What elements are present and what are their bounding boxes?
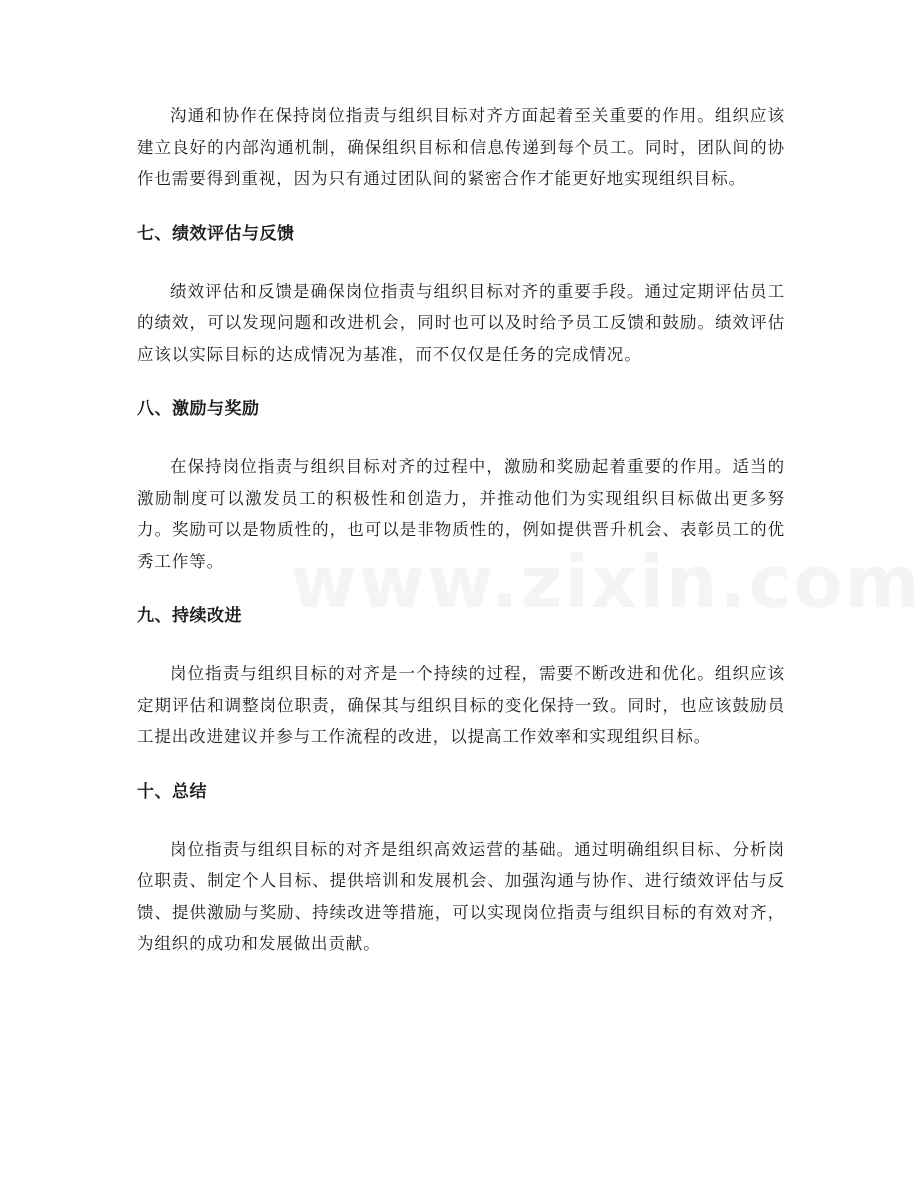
paragraph-summary: 岗位指责与组织目标的对齐是组织高效运营的基础。通过明确组织目标、分析岗位职责、制定个人目标、提供培训和发展机会、加强沟通与协作、进行绩效评估与反馈、提供激励与奖励、持续改进等措施，可以实现岗位指责与组织目标的有效对齐，为组织的成功和发展做出贡献。: [137, 839, 785, 953]
paragraph-communication: 沟通和协作在保持岗位指责与组织目标对齐方面起着至关重要的作用。组织应该建立良好的内部沟通机制，确保组织目标和信息传递到每个员工。同时，团队间的协作也需要得到重视，因为只有通过团队间的紧密合作才能更好地实现组织目标。: [137, 106, 785, 188]
paragraph-performance-evaluation: 绩效评估和反馈是确保岗位指责与组织目标对齐的重要手段。通过定期评估员工的绩效，可以发现问题和改进机会，同时也可以及时给予员工反馈和鼓励。绩效评估应该以实际目标的达成情况为基准，而不仅仅是任务的完成情况。: [137, 281, 785, 364]
document-body: [137, 100, 785, 960]
heading-continuous-improvement: 九、持续改进: [137, 606, 242, 626]
paragraph-incentives-rewards: 在保持岗位指责与组织目标对齐的过程中，激励和奖励起着重要的作用。适当的激励制度可以激发员工的积极性和创造力，并推动他们为实现组织目标做出更多努力。奖励可以是物质性的，也可以是非物质性的，例如提供晋升机会、表彰员工的优秀工作等。: [137, 457, 785, 571]
heading-summary: 十、总结: [137, 781, 207, 802]
paragraph-continuous-improvement: 岗位指责与组织目标的对齐是一个持续的过程，需要不断改进和优化。组织应该定期评估和调整岗位职责，确保其与组织目标的变化保持一致。同时，也应该鼓励员工提出改进建议并参与工作流程的改进，以提高工作效率和实现组织目标。: [137, 664, 785, 746]
heading-performance-evaluation: 七、绩效评估与反馈: [137, 223, 295, 244]
heading-incentives-rewards: 八、激励与奖励: [137, 399, 260, 419]
